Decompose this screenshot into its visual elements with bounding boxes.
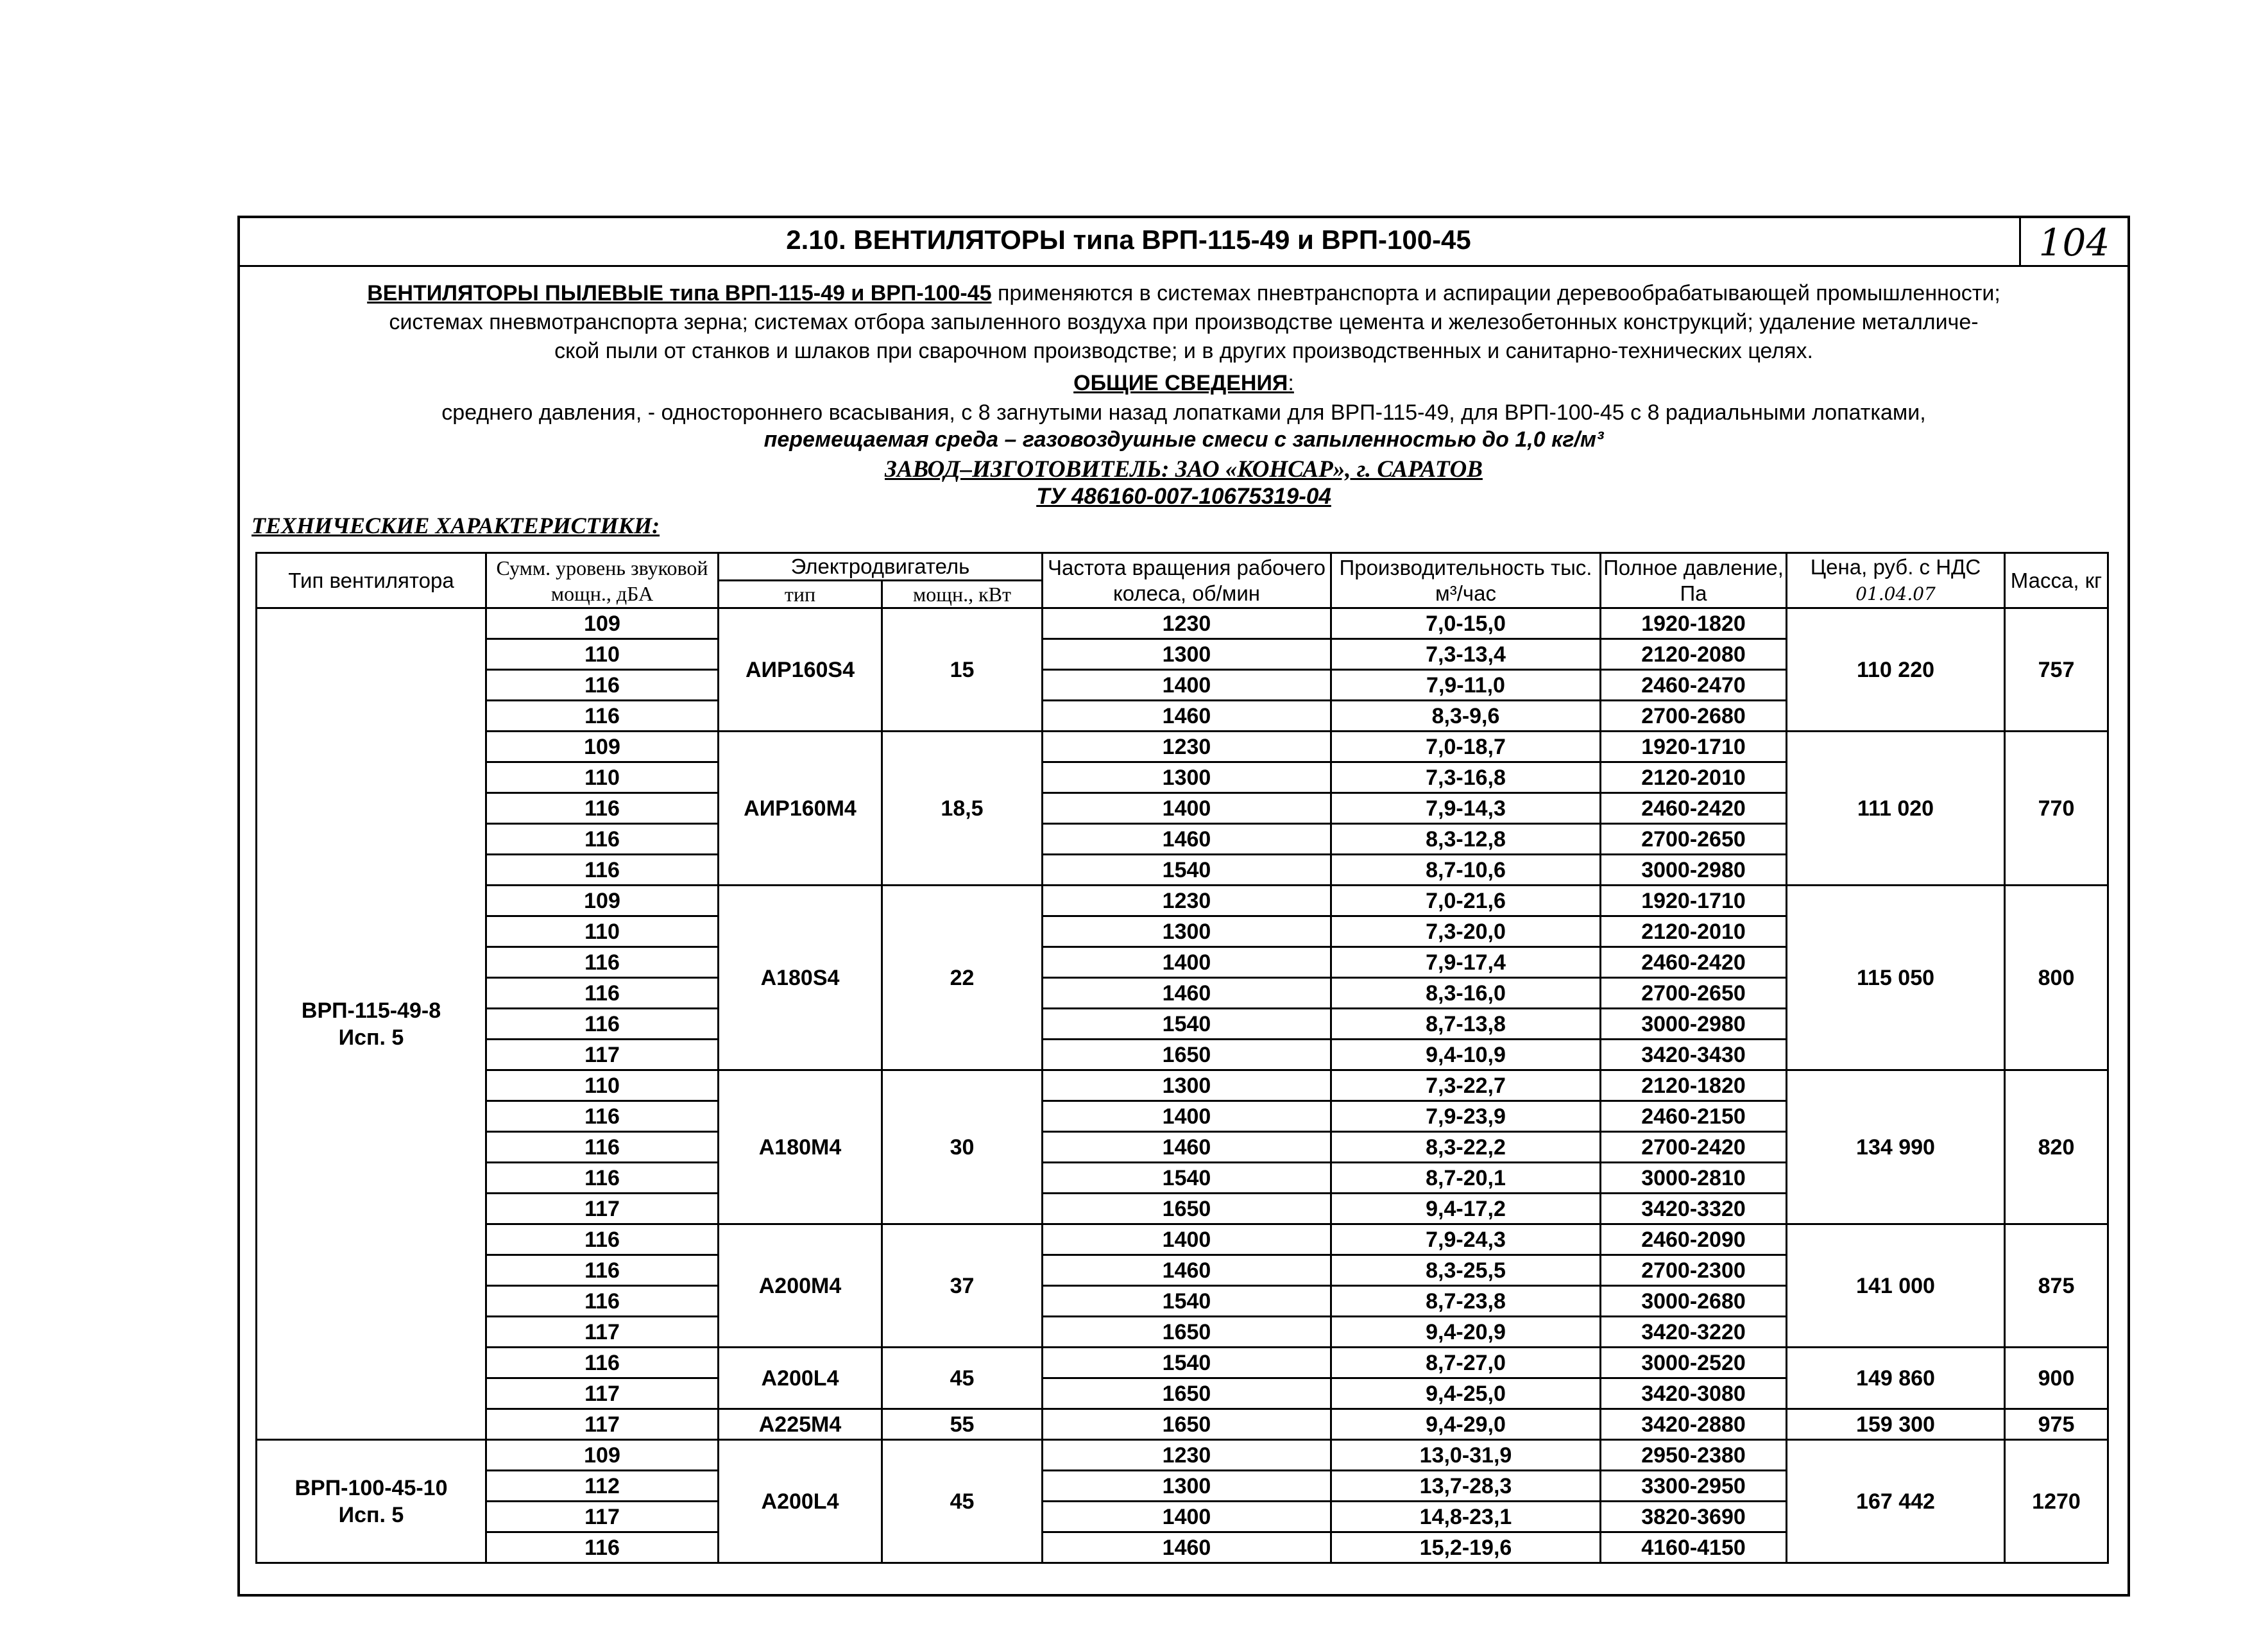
capacity-cell: 7,9-11,0: [1331, 670, 1601, 701]
sound-level-cell: 117: [486, 1194, 719, 1224]
motor-power-cell: 45: [882, 1348, 1043, 1409]
price-cell: 167 442: [1787, 1440, 2005, 1563]
spec-table: [255, 552, 2109, 1564]
table-row: [257, 732, 2108, 762]
fan-type-cell: [257, 1440, 486, 1563]
capacity-cell: 7,0-18,7: [1331, 732, 1601, 762]
speed-cell: 1540: [1043, 1163, 1331, 1194]
speed-cell: 1540: [1043, 1348, 1331, 1378]
speed-cell: 1460: [1043, 978, 1331, 1009]
speed-cell: 1460: [1043, 1255, 1331, 1286]
sound-level-cell: 116: [486, 947, 719, 978]
sound-level-cell: 112: [486, 1471, 719, 1502]
header-motor-power: мощн., кВт: [882, 581, 1043, 608]
pressure-cell: 3420-3080: [1601, 1378, 1787, 1409]
pressure-cell: 2120-2080: [1601, 639, 1787, 670]
price-cell: 159 300: [1787, 1409, 2005, 1440]
sound-level-cell: 116: [486, 701, 719, 732]
pressure-cell: 2700-2680: [1601, 701, 1787, 732]
sound-level-cell: 116: [486, 1532, 719, 1563]
sound-level-cell: 116: [486, 670, 719, 701]
sound-level-cell: 116: [486, 824, 719, 855]
speed-cell: 1650: [1043, 1040, 1331, 1070]
sound-level-cell: 109: [486, 732, 719, 762]
speed-cell: 1400: [1043, 793, 1331, 824]
price-cell: 149 860: [1787, 1348, 2005, 1409]
price-date-note: 01.04.07: [1855, 583, 1936, 604]
header-fan-type: Тип вентилятора: [257, 553, 486, 608]
header-motor: Электродвигатель: [719, 553, 1043, 581]
header-price: Цена, руб. с НДС 01.04.07: [1787, 553, 2005, 608]
page-number: 104: [2019, 218, 2127, 265]
mass-cell: 900: [2005, 1348, 2108, 1409]
pressure-cell: 2460-2090: [1601, 1224, 1787, 1255]
pressure-cell: 3420-3320: [1601, 1194, 1787, 1224]
pressure-cell: 3300-2950: [1601, 1471, 1787, 1502]
speed-cell: 1300: [1043, 639, 1331, 670]
mass-cell: 757: [2005, 608, 2108, 732]
table-row: [257, 608, 2108, 639]
capacity-cell: 7,3-20,0: [1331, 916, 1601, 947]
capacity-cell: 7,3-16,8: [1331, 762, 1601, 793]
capacity-cell: 9,4-17,2: [1331, 1194, 1601, 1224]
speed-cell: 1460: [1043, 701, 1331, 732]
sound-level-cell: 117: [486, 1317, 719, 1348]
pressure-cell: 3420-3220: [1601, 1317, 1787, 1348]
capacity-cell: 8,7-23,8: [1331, 1286, 1601, 1317]
mass-cell: 800: [2005, 886, 2108, 1070]
sound-level-cell: 110: [486, 916, 719, 947]
capacity-cell: 7,9-17,4: [1331, 947, 1601, 978]
table-row: [257, 1348, 2108, 1378]
pressure-cell: 2700-2650: [1601, 978, 1787, 1009]
pressure-cell: 3420-2880: [1601, 1409, 1787, 1440]
pressure-cell: 2700-2650: [1601, 824, 1787, 855]
capacity-cell: 14,8-23,1: [1331, 1502, 1601, 1532]
motor-power-cell: 22: [882, 886, 1043, 1070]
capacity-cell: 9,4-20,9: [1331, 1317, 1601, 1348]
sound-level-cell: 110: [486, 762, 719, 793]
fan-type-name: ВРП-115-49-8: [301, 998, 441, 1023]
sound-level-cell: 116: [486, 855, 719, 886]
header-speed: Частота вращения рабочего колеса, об/мин: [1043, 553, 1331, 608]
motor-type-cell: А200М4: [719, 1224, 882, 1348]
price-cell: 111 020: [1787, 732, 2005, 886]
speed-cell: 1400: [1043, 1502, 1331, 1532]
fan-type-cell: [257, 608, 486, 1440]
price-cell: 134 990: [1787, 1070, 2005, 1224]
fan-variant: Исп. 5: [338, 1502, 404, 1527]
capacity-cell: 9,4-25,0: [1331, 1378, 1601, 1409]
motor-power-cell: 15: [882, 608, 1043, 732]
capacity-cell: 8,7-27,0: [1331, 1348, 1601, 1378]
sound-level-cell: 116: [486, 1286, 719, 1317]
capacity-cell: 7,9-24,3: [1331, 1224, 1601, 1255]
pressure-cell: 2120-2010: [1601, 916, 1787, 947]
intro-text-1: применяются в системах пневтранспорта и аспирации деревообрабатывающей промышленности;: [991, 281, 2000, 305]
speed-cell: 1230: [1043, 1440, 1331, 1471]
sound-level-cell: 117: [486, 1409, 719, 1440]
manufacturer: ЗАВОД–ИЗГОТОВИТЕЛЬ: ЗАО «КОНСАР», г. САРАТОВ: [885, 456, 1483, 483]
header-motor-type: тип: [719, 581, 882, 608]
speed-cell: 1400: [1043, 1224, 1331, 1255]
capacity-cell: 8,7-10,6: [1331, 855, 1601, 886]
capacity-cell: 8,7-13,8: [1331, 1009, 1601, 1040]
mass-cell: 975: [2005, 1409, 2108, 1440]
speed-cell: 1650: [1043, 1317, 1331, 1348]
speed-cell: 1460: [1043, 1132, 1331, 1163]
tech-heading: ТЕХНИЧЕСКИЕ ХАРАКТЕРИСТИКИ:: [252, 513, 660, 538]
capacity-cell: 8,3-12,8: [1331, 824, 1601, 855]
speed-cell: 1650: [1043, 1378, 1331, 1409]
fan-variant: Исп. 5: [338, 1025, 404, 1050]
pressure-cell: 2120-2010: [1601, 762, 1787, 793]
sound-level-cell: 109: [486, 1440, 719, 1471]
tech-spec-number: ТУ 486160-007-10675319-04: [1036, 484, 1331, 509]
motor-type-cell: АИР160М4: [719, 732, 882, 886]
document-sheet: [237, 216, 2130, 1597]
general-line-1: среднего давления, - одностороннего всасывания, с 8 загнутыми назад лопатками для ВРП-115-49, для ВРП-100-45 с 8 радиальными лопатками,: [441, 400, 1926, 425]
sound-level-cell: 110: [486, 1070, 719, 1101]
intro-text-2: системах пневмотранспорта зерна; системах отбора запыленного воздуха при производстве цемента и железобетонных конструкций; удаление металличе-: [389, 310, 1979, 334]
header-sound-level: Сумм. уровень звуковой мощн., дБА: [486, 553, 719, 608]
sound-level-cell: 110: [486, 639, 719, 670]
speed-cell: 1460: [1043, 824, 1331, 855]
capacity-cell: 8,3-22,2: [1331, 1132, 1601, 1163]
mass-cell: 1270: [2005, 1440, 2108, 1563]
motor-type-cell: А225М4: [719, 1409, 882, 1440]
motor-power-cell: 45: [882, 1440, 1043, 1563]
intro-lead: ВЕНТИЛЯТОРЫ ПЫЛЕВЫЕ типа ВРП-115-49 и ВРП-100-45: [367, 281, 992, 305]
spec-table-body: [257, 608, 2108, 1563]
sound-level-cell: 116: [486, 978, 719, 1009]
speed-cell: 1650: [1043, 1194, 1331, 1224]
mass-cell: 770: [2005, 732, 2108, 886]
price-cell: 141 000: [1787, 1224, 2005, 1348]
sound-level-cell: 116: [486, 1255, 719, 1286]
pressure-cell: 3000-2980: [1601, 1009, 1787, 1040]
pressure-cell: 2700-2420: [1601, 1132, 1787, 1163]
motor-type-cell: А200L4: [719, 1440, 882, 1563]
pressure-cell: 2950-2380: [1601, 1440, 1787, 1471]
capacity-cell: 9,4-10,9: [1331, 1040, 1601, 1070]
table-row: [257, 1409, 2108, 1440]
speed-cell: 1300: [1043, 1471, 1331, 1502]
mass-cell: 875: [2005, 1224, 2108, 1348]
speed-cell: 1300: [1043, 916, 1331, 947]
pressure-cell: 3000-2680: [1601, 1286, 1787, 1317]
speed-cell: 1230: [1043, 886, 1331, 916]
capacity-cell: 7,9-23,9: [1331, 1101, 1601, 1132]
speed-cell: 1540: [1043, 855, 1331, 886]
intro-paragraph: [249, 279, 2119, 366]
speed-cell: 1300: [1043, 762, 1331, 793]
pressure-cell: 1920-1710: [1601, 886, 1787, 916]
motor-power-cell: 18,5: [882, 732, 1043, 886]
pressure-cell: 3000-2810: [1601, 1163, 1787, 1194]
capacity-cell: 7,0-15,0: [1331, 608, 1601, 639]
sound-level-cell: 116: [486, 1132, 719, 1163]
speed-cell: 1400: [1043, 670, 1331, 701]
capacity-cell: 7,3-22,7: [1331, 1070, 1601, 1101]
speed-cell: 1400: [1043, 1101, 1331, 1132]
capacity-cell: 7,9-14,3: [1331, 793, 1601, 824]
motor-power-cell: 30: [882, 1070, 1043, 1224]
capacity-cell: 8,3-25,5: [1331, 1255, 1601, 1286]
pressure-cell: 3820-3690: [1601, 1502, 1787, 1532]
speed-cell: 1540: [1043, 1286, 1331, 1317]
table-row: [257, 1070, 2108, 1101]
header-pressure: Полное давление, Па: [1601, 553, 1787, 608]
pressure-cell: 1920-1710: [1601, 732, 1787, 762]
sound-level-cell: 116: [486, 793, 719, 824]
sound-level-cell: 117: [486, 1502, 719, 1532]
capacity-cell: 13,0-31,9: [1331, 1440, 1601, 1471]
pressure-cell: 2460-2420: [1601, 793, 1787, 824]
sound-level-cell: 117: [486, 1040, 719, 1070]
sound-level-cell: 116: [486, 1163, 719, 1194]
pressure-cell: 2700-2300: [1601, 1255, 1787, 1286]
sound-level-cell: 116: [486, 1348, 719, 1378]
capacity-cell: 8,3-9,6: [1331, 701, 1601, 732]
sound-level-cell: 109: [486, 886, 719, 916]
capacity-cell: 8,7-20,1: [1331, 1163, 1601, 1194]
motor-type-cell: А180S4: [719, 886, 882, 1070]
speed-cell: 1400: [1043, 947, 1331, 978]
pressure-cell: 1920-1820: [1601, 608, 1787, 639]
motor-type-cell: А200L4: [719, 1348, 882, 1409]
pressure-cell: 4160-4150: [1601, 1532, 1787, 1563]
pressure-cell: 2460-2150: [1601, 1101, 1787, 1132]
capacity-cell: 8,3-16,0: [1331, 978, 1601, 1009]
sound-level-cell: 116: [486, 1101, 719, 1132]
speed-cell: 1650: [1043, 1409, 1331, 1440]
sound-level-cell: 116: [486, 1009, 719, 1040]
speed-cell: 1460: [1043, 1532, 1331, 1563]
price-cell: 110 220: [1787, 608, 2005, 732]
motor-power-cell: 37: [882, 1224, 1043, 1348]
general-line-2: перемещаемая среда – газовоздушные смеси с запыленностью до 1,0 кг/м³: [763, 427, 1604, 452]
table-row: [257, 886, 2108, 916]
speed-cell: 1230: [1043, 732, 1331, 762]
motor-type-cell: АИР160S4: [719, 608, 882, 732]
capacity-cell: 13,7-28,3: [1331, 1471, 1601, 1502]
speed-cell: 1230: [1043, 608, 1331, 639]
price-cell: 115 050: [1787, 886, 2005, 1070]
sound-level-cell: 109: [486, 608, 719, 639]
sound-level-cell: 117: [486, 1378, 719, 1409]
pressure-cell: 3420-3430: [1601, 1040, 1787, 1070]
mass-cell: 820: [2005, 1070, 2108, 1224]
header-mass: Масса, кг: [2005, 553, 2108, 608]
pressure-cell: 2460-2420: [1601, 947, 1787, 978]
sound-level-cell: 116: [486, 1224, 719, 1255]
fan-type-name: ВРП-100-45-10: [294, 1475, 448, 1500]
capacity-cell: 7,0-21,6: [1331, 886, 1601, 916]
pressure-cell: 2460-2470: [1601, 670, 1787, 701]
speed-cell: 1300: [1043, 1070, 1331, 1101]
general-heading: ОБЩИЕ СВЕДЕНИЯ:: [1073, 371, 1294, 395]
page-title: 2.10. ВЕНТИЛЯТОРЫ типа ВРП-115-49 и ВРП-100-45: [786, 225, 1471, 255]
pressure-cell: 3000-2980: [1601, 855, 1787, 886]
pressure-cell: 2120-1820: [1601, 1070, 1787, 1101]
table-row: [257, 1440, 2108, 1471]
intro-text-3: ской пыли от станков и шлаков при сварочном производстве; и в других производственных и санитарно-технических целях.: [554, 339, 1813, 363]
pressure-cell: 3000-2520: [1601, 1348, 1787, 1378]
title-row: [240, 218, 2127, 267]
header-capacity: Производительность тыс. м³/час: [1331, 553, 1601, 608]
table-row: [257, 1224, 2108, 1255]
capacity-cell: 15,2-19,6: [1331, 1532, 1601, 1563]
motor-type-cell: А180М4: [719, 1070, 882, 1224]
speed-cell: 1540: [1043, 1009, 1331, 1040]
motor-power-cell: 55: [882, 1409, 1043, 1440]
capacity-cell: 9,4-29,0: [1331, 1409, 1601, 1440]
capacity-cell: 7,3-13,4: [1331, 639, 1601, 670]
